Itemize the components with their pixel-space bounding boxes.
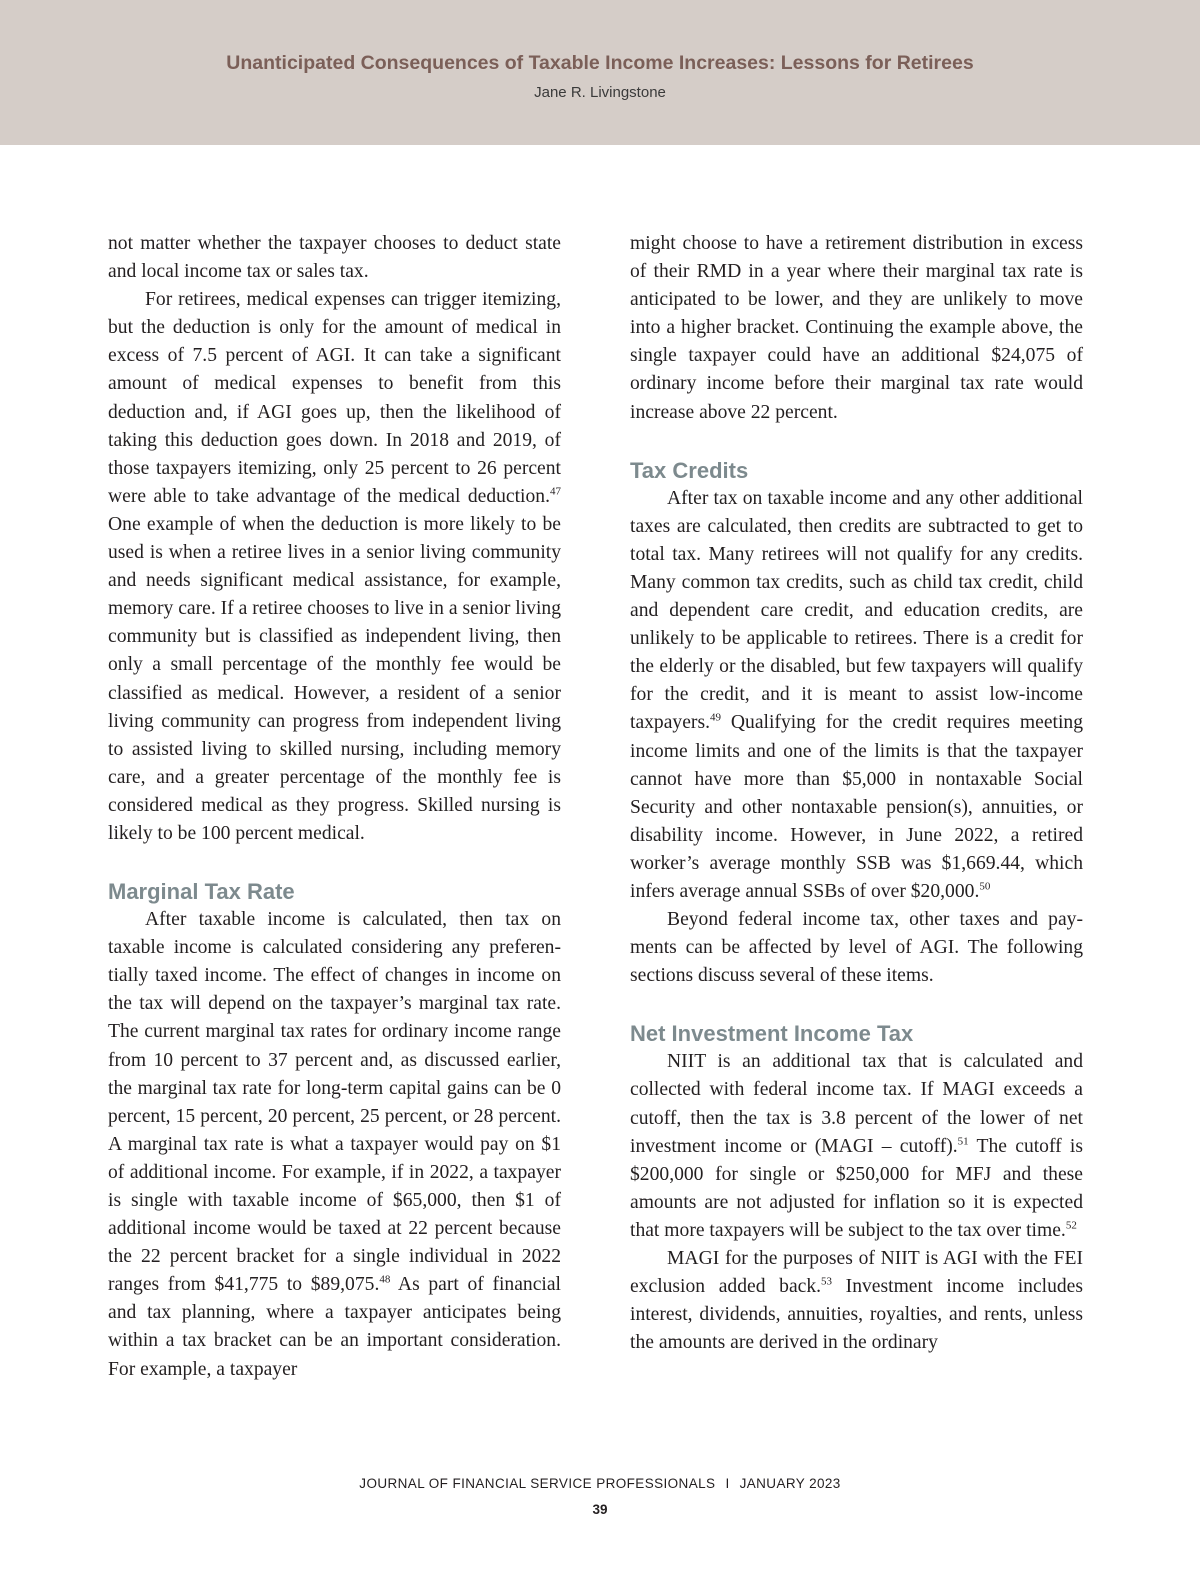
running-footer bbox=[0, 1476, 1200, 1491]
section-heading-marginal-tax-rate: Marginal Tax Rate bbox=[108, 879, 295, 905]
issue-date: JANUARY 2023 bbox=[739, 1476, 841, 1491]
right-column bbox=[630, 230, 1083, 1357]
paragraph-text: Investment income includes interest, dividends, annuities, royalties, and rents, unless the amounts are derived in the ordinary bbox=[630, 1276, 1083, 1354]
paragraph-text: MAGI for the purposes of NIIT is AGI with the FEI exclusion added back. bbox=[630, 1248, 1083, 1298]
paragraph-text: After taxable income is calculated, then tax on taxable income is calculated considering any preferentially taxed income. The effect of changes in income on the tax will depend on the taxpayer’s marginal tax rate. The current marginal tax rates for ordinary income range from 10 percent to 37 percent and, as discussed earlier, the marginal tax rate for long-term capital gains can be 0 percent, 15 percent, 20 percent, 25 percent, or 28 percent. A marginal tax rate is what a taxpayer would pay on $1 of additional income. For example, if in 2022, a taxpayer is single with taxable income of $65,000, then $1 of additional income would be taxed at 22 percent because the 22 percent bracket for a single individual in 2022 ranges from $41,775 to $89,075. bbox=[108, 909, 561, 1296]
article-title: Unanticipated Consequences of Taxable Income Increases: Lessons for Retirees bbox=[226, 52, 974, 74]
paragraph-text: The cutoff is $200,000 for single or $250,000 for MFJ and these amounts are not adjusted for inflation so it is expected that more taxpayers will be subject to the tax over time. bbox=[630, 1135, 1083, 1241]
running-header bbox=[0, 0, 1200, 145]
journal-name: JOURNAL OF FINANCIAL SERVICE PROFESSIONALS bbox=[359, 1476, 716, 1491]
footnote-ref-50: 50 bbox=[979, 880, 991, 893]
footnote-ref-52: 52 bbox=[1065, 1219, 1077, 1232]
paragraph-text: For retirees, medical expenses can trigger itemizing, but the deduction is only for the amount of medical in excess of 7.5 percent of AGI. It can take a significant amount of medical expenses to benefit from this deduction and, if AGI goes up, then the likelihood of taking this deduction goes down. In 2018 and 2019, of those taxpayers itemizing, only 25 percent to 26 percent were able to take advantage of the medical deduction. bbox=[108, 289, 561, 507]
page-number: 39 bbox=[592, 1502, 608, 1517]
paragraph bbox=[630, 1245, 1083, 1357]
footnote-ref-53: 53 bbox=[821, 1275, 833, 1288]
paragraph bbox=[108, 286, 561, 848]
paragraph-text: After tax on taxable income and any other additional taxes are calculated, then credits are subtracted to get to total tax. Many retirees will not qualify for any credits. Many common tax credits, such as child tax credit, child and dependent care credit, and education credits, are unlikely to be applicable to retirees. There is a credit for the elderly or the disabled, but few taxpayers will qualify for the credit, and it is meant to assist low-income taxpayers. bbox=[630, 487, 1083, 734]
footnote-ref-51: 51 bbox=[957, 1135, 969, 1148]
paragraph bbox=[630, 1048, 1083, 1245]
paragraph: Beyond federal income tax, other taxes and payments can be affected by level of AGI. The following sections discuss several of these items. bbox=[630, 909, 1083, 987]
footnote-ref-47: 47 bbox=[550, 485, 561, 498]
paragraph: not matter whether the taxpayer chooses to deduct state and local income tax or sales tax. bbox=[108, 233, 561, 283]
paragraph-text: One example of when the deduction is more likely to be used is when a retiree lives in a senior living community and needs significant medical assistance, for example, memory care. If a retiree chooses to live in a senior living community but is classified as independent living, then only a small percentage of the monthly fee would be classified as medical. However, a resident of a senior living community can progress from independent living to assisted living to skilled nursing, including memory care, and a greater percentage of the monthly fee is considered medical as they progress. Skilled nursing is likely to be 100 percent medical. bbox=[108, 513, 561, 844]
paragraph-text: As part of financial and tax planning, where a taxpayer anticipates being within a tax bracket can be an important consideration. For example, a taxpayer bbox=[108, 1274, 561, 1380]
paragraph-text: Qualifying for the credit requires meeting income limits and one of the limits is that the taxpayer cannot have more than $5,000 in nontaxable Social Security and other nontaxable pension(s), annuities, or disability income. However, in June 2022, a retired worker’s average monthly SSB was $1,669.44, which infers average annual SSBs of over $20,000. bbox=[630, 712, 1083, 902]
paragraph bbox=[108, 906, 561, 1384]
section-heading-net-investment-income-tax: Net Investment Income Tax bbox=[630, 1021, 914, 1047]
paragraph-text: NIIT is an additional tax that is calculated and collected with federal income tax. If MAGI exceeds a cutoff, then the tax is 3.8 percent of the lower of net investment income or (MAGI – cutoff). bbox=[630, 1051, 1083, 1157]
footnote-ref-49: 49 bbox=[709, 711, 721, 724]
paragraph bbox=[630, 485, 1083, 906]
footnote-ref-48: 48 bbox=[379, 1273, 391, 1286]
article-author: Jane R. Livingstone bbox=[534, 84, 666, 101]
left-column bbox=[108, 230, 561, 1384]
paragraph: might choose to have a retirement distribution in excess of their RMD in a year where their marginal tax rate is anticipated to be lower, and they are unlikely to move into a higher bracket. Continuing the example above, the single taxpayer could have an additional $24,075 of ordinary income before their marginal tax rate would increase above 22 percent. bbox=[630, 233, 1083, 423]
section-heading-tax-credits: Tax Credits bbox=[630, 457, 749, 483]
footer-separator: I bbox=[725, 1476, 730, 1491]
